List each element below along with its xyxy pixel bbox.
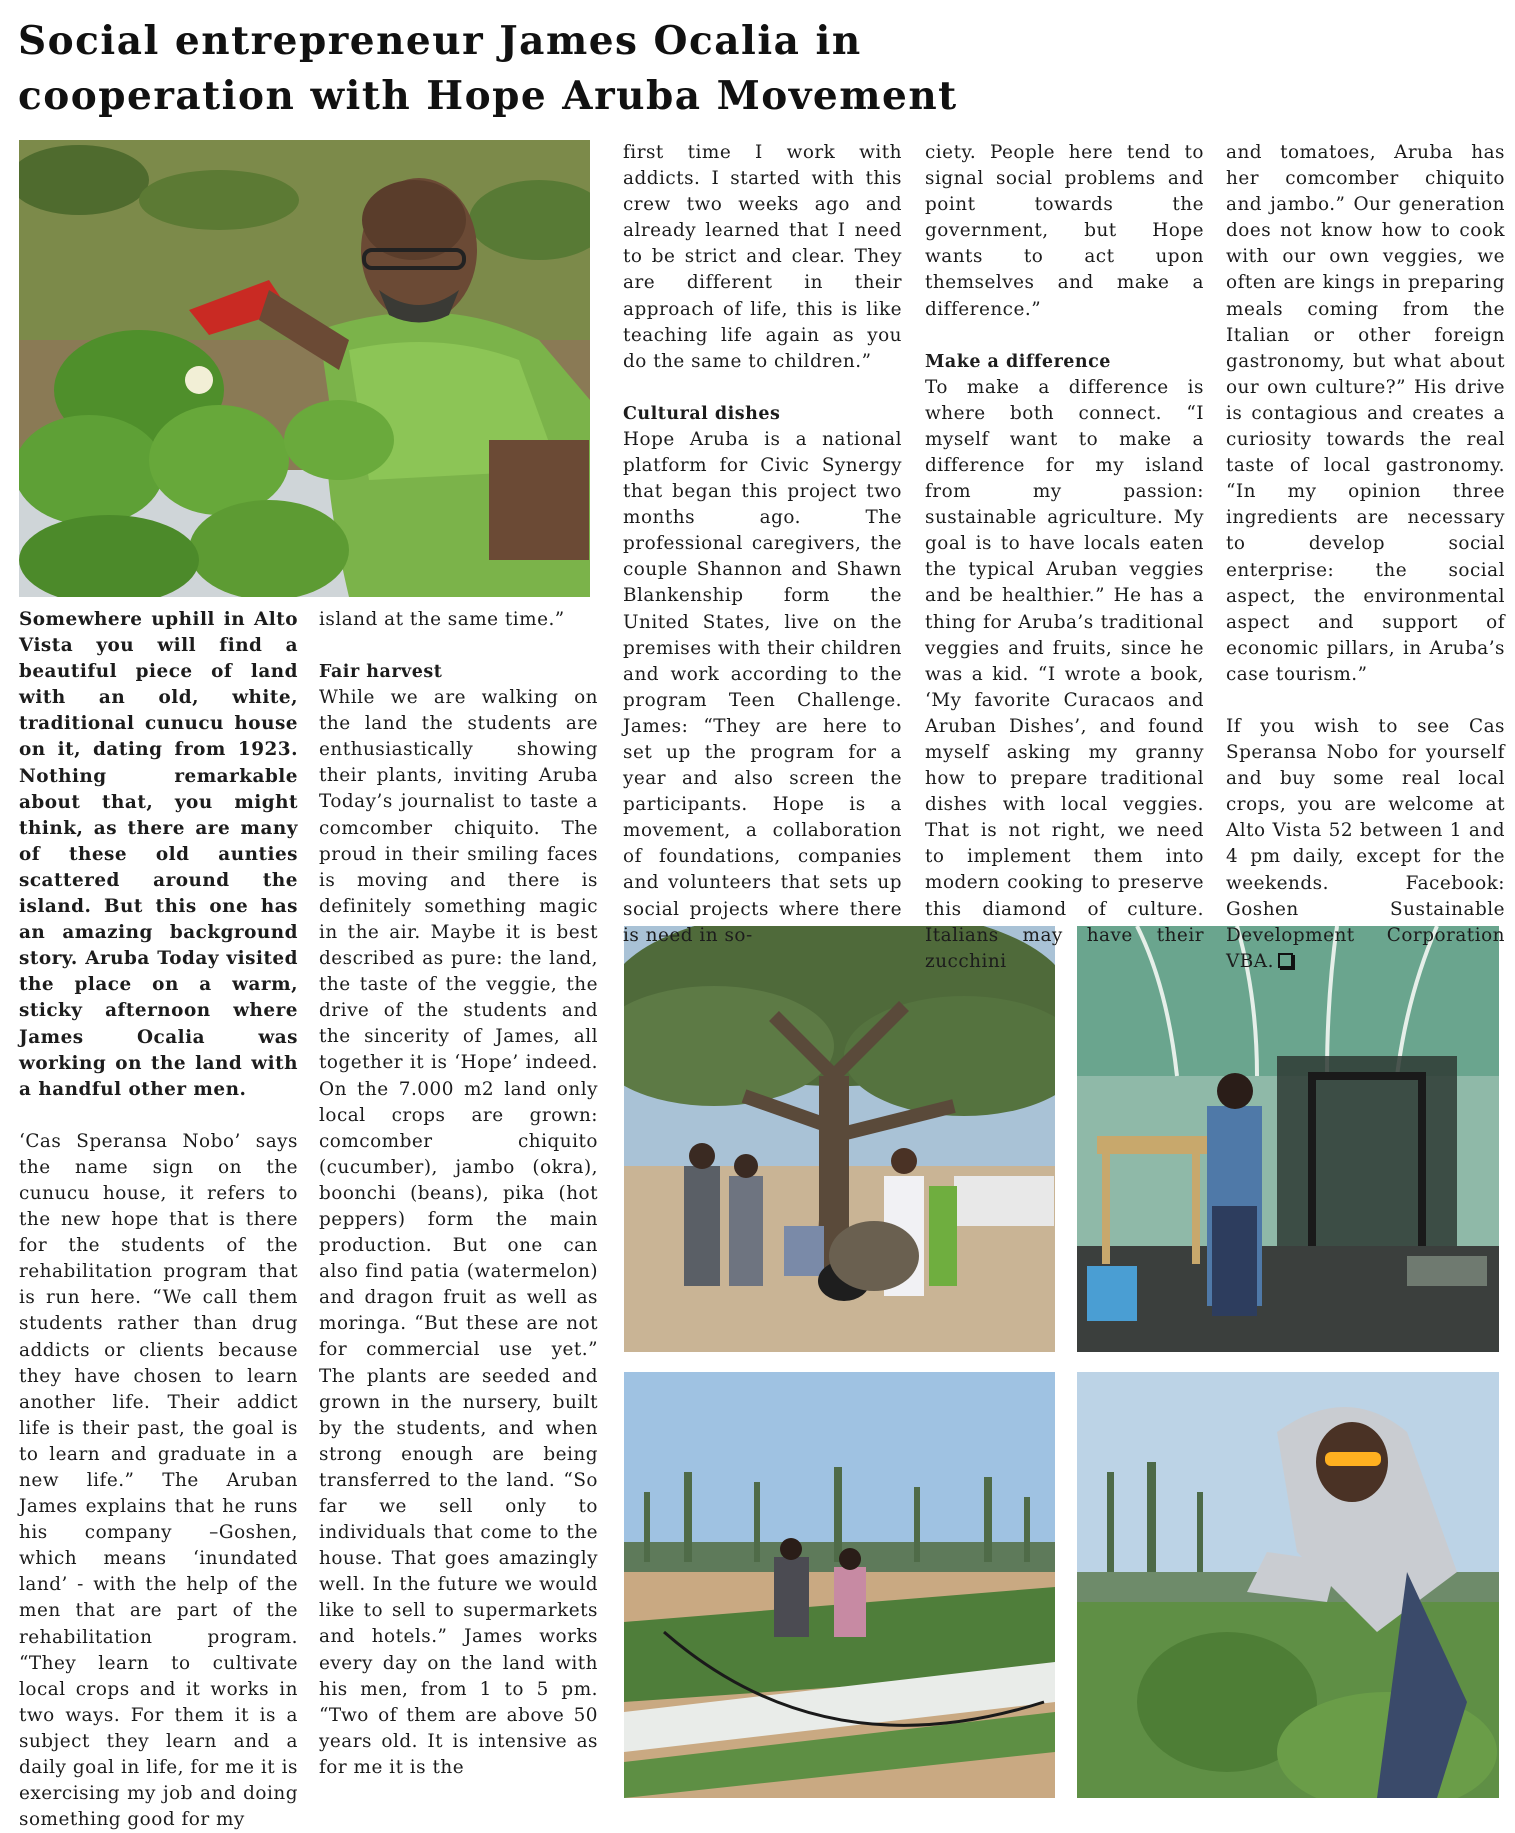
- article-paragraph: To make a difference is where both connect. “I myself want to make a difference for my island from my passion: sustainable agriculture. My goal is to have locals eaten the typical Aruban veggies and be healthier.” He has a thing for Aruba’s traditional veggies and fruits, since he was a kid. “I wrote a book, ‘My favorite Curacaos and Aruban Dishes’, and found myself asking my granny how to prepare traditional dishes with local veggies. That is not right, we need to implement them into modern cooking to preserve this diamond of culture. Italians may have their zucchini: [925, 376, 1204, 972]
- article-paragraph: ciety. People here tend to signal social problems and point towards the government, but Hope wants to act upon themselves and make a difference.”: [925, 142, 1204, 320]
- end-of-article-icon: [1278, 953, 1293, 968]
- article-headline: [18, 14, 1498, 124]
- section-heading-make-a-difference: Make a difference: [925, 351, 1111, 372]
- photo-greenhouse: [1077, 926, 1499, 1352]
- column-4: [925, 140, 1204, 975]
- column-3: [623, 140, 902, 949]
- article-closing-paragraph: [1226, 714, 1505, 975]
- section-heading-fair-harvest: Fair harvest: [319, 662, 443, 683]
- article-paragraph: first time I work with addicts. I started with this crew two weeks ago and already learned that I need to be strict and clear. They are different in their approach of life, this is like teaching life again as you do the same to children.”: [623, 142, 902, 372]
- article-lead-paragraph: Somewhere uphill in Alto Vista you will find a beautiful piece of land with an old, white, traditional cunucu house on it, dating from 1923. Nothing remarkable about that, you might think, as there are many of these old aunties scattered around the island. But this one has an amazing background story. Aruba Today visited the place on a warm, sticky afternoon where James Ocalia was working on the land with a handful other men.: [19, 609, 298, 1100]
- headline-line-1: Social entrepreneur James Ocalia in: [18, 18, 862, 64]
- article-paragraph: and tomatoes, Aruba has her comcomber chiquito and jambo.” Our generation does not know how to cook with our own veggies, we often are kings in preparing meals coming from the Italian or other foreign gastronomy, but what about our own culture?” His drive is contagious and creates a curiosity towards the real taste of local gastronomy. “In my opinion three ingredients are necessary to develop social enterprise: the social aspect, the environmental aspect and support of economic pillars, in Aruba’s case tourism.”: [1226, 142, 1505, 685]
- article-paragraph: Hope Aruba is a national platform for Civic Synergy that began this project two months ago. The professional caregivers, the couple Shannon and Shawn Blankenship form the United States, live on the premises with their children and work according to the program Teen Challenge. James: “They are here to set up the program for a year and also screen the participants. Hope is a movement, a collaboration of foundations, companies and volunteers that sets up social projects where there is need in so-: [623, 428, 902, 946]
- closing-text: If you wish to see Cas Speransa Nobo for yourself and buy some real local crops, you are welcome at Alto Vista 52 between 1 and 4 pm daily, except for the weekends. Facebook: Goshen Sustainable Development Corporation VBA.: [1226, 715, 1505, 972]
- photo-man-in-hoodie: [1077, 1372, 1499, 1798]
- section-heading-cultural-dishes: Cultural dishes: [623, 403, 781, 424]
- article-paragraph: island at the same time.”: [319, 609, 565, 630]
- photo-james-okra: [19, 140, 590, 597]
- article-paragraph: ‘Cas Speransa Nobo’ says the name sign on the cunucu house, it refers to the new hope that is there for the students of the rehabilitation program that is run here. “We call them students rather than drug addicts or clients because they have chosen to learn another life. Their addict life is their past, the goal is to learn and graduate in a new life.” The Aruban James explains that he runs his company –Goshen, which means ‘inundated land’ - with the help of the men that are part of the rehabilitation program. “They learn to cultivate local crops and it works in two ways. For them it is a subject they learn and a daily goal in life, for me it is exercising my job and doing something good for my: [19, 1130, 298, 1831]
- headline-line-2: cooperation with Hope Aruba Movement: [18, 73, 958, 119]
- photo-group-under-tree: [624, 926, 1055, 1352]
- column-5: [1226, 140, 1505, 975]
- column-2: [319, 607, 598, 1781]
- column-1: [19, 607, 298, 1833]
- photo-field-workers: [624, 1372, 1055, 1798]
- article-paragraph: While we are walking on the land the students are enthusiastically showing their plants, inviting Aruba Today’s journalist to taste a comcomber chiquito. The proud in their smiling faces is moving and there is definitely something magic in the air. Maybe it is best described as pure: the land, the taste of the veggie, the drive of the students and the sincerity of James, all together it is ‘Hope’ indeed. On the 7.000 m2 land only local crops are grown: comcomber chiquito (cucumber), jambo (okra), boonchi (beans), pika (hot peppers) form the main production. But one can also find patia (watermelon) and dragon fruit as well as moringa. “But these are not for commercial use yet.” The plants are seeded and grown in the nursery, built by the students, and when strong enough are being transferred to the land. “So far we sell only to individuals that come to the house. That goes amazingly well. In the future we would like to sell to supermarkets and hotels.” James works every day on the land with his men, from 1 to 5 pm. “Two of them are above 50 years old. It is intensive as for me it is the: [319, 687, 598, 1778]
